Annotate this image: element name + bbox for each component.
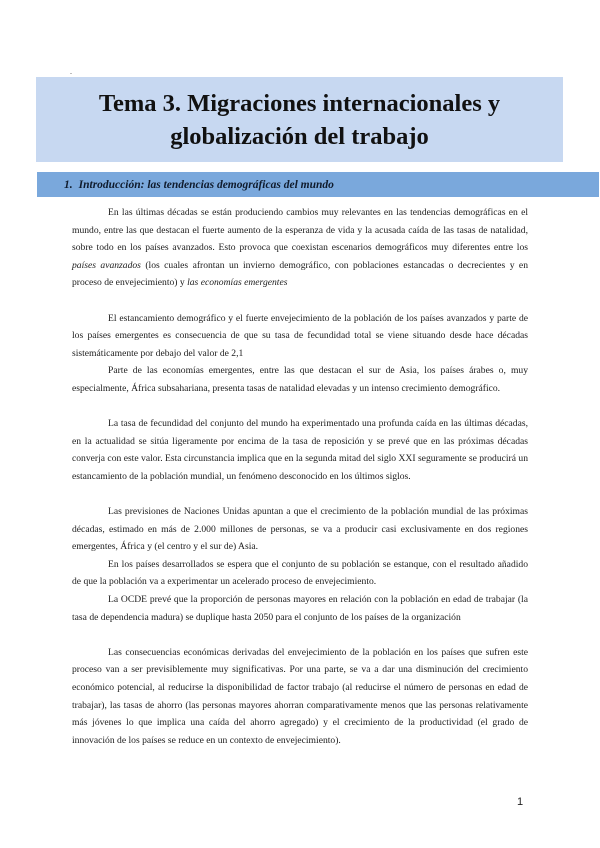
paragraph-2: El estancamiento demográfico y el fuerte envejecimiento de la población de los países avanzados y parte de los países emergentes es consecuencia de que su tasa de fecundidad total se viene situando desde hace décadas sistemáticamente por debajo del valor de 2,1 (72, 312, 528, 359)
section-heading (64, 179, 334, 191)
paragraph-8: Las consecuencias económicas derivadas del envejecimiento de la población en los países que sufren este proceso van a ser previsiblemente muy significativas. Por una parte, se va a dar una disminución del crecimiento económico potencial, al reducirse la disponibilidad de factor trabajo (al reducirse el número de personas en edad de trabajar), las tasas de ahorro (las personas mayores ahorran comparativamente menos que las personas relativamente más jóvenes lo que implica una caída del ahorro agregado) y el crecimiento de la productividad (el grado de innovación de los países se reduce en un contexto de envejecimiento). (72, 646, 528, 746)
paragraph-1-emphasis-2: las economías emergentes (187, 277, 288, 289)
section-number: 1. (64, 178, 73, 191)
section-title: Introducción: las tendencias demográficas del mundo (78, 178, 334, 191)
page-title-line-1: Tema 3. Migraciones internacionales y (98, 89, 501, 117)
page-title-line-2: globalización del trabajo (170, 122, 429, 150)
paragraph-1 (72, 204, 528, 292)
paragraph-1-text-b: (los cuales afrontan un invierno demográfico, con poblaciones estancadas o decrecientes y en proceso de envejecimiento) y (72, 259, 528, 289)
paragraph-3: Parte de las economías emergentes, entre las que destacan el sur de Asia, los países árabes o, muy especialmente, África subsahariana, presenta tasas de natalidad elevadas y un intenso crecimiento demográfico. (72, 365, 528, 394)
section-heading-bar (37, 172, 599, 197)
title-banner (36, 77, 563, 162)
paragraph-5: Las previsiones de Naciones Unidas apuntan a que el crecimiento de la población mundial de las próximas décadas, estimado en más de 2.000 millones de personas, se va a producir casi exclusivamente en dos regiones emergentes, África y (el centro y el sur de) Asia. (72, 506, 528, 553)
paragraph-4: La tasa de fecundidad del conjunto del mundo ha experimentado una profunda caída en las últimas décadas, en la actualidad se sitúa ligeramente por encima de la tasa de reposición y se prevé que en las próximas décadas converja con este valor. Esta circunstancia implica que en la segunda mitad del siglo XXI seguramente se producirá un estancamiento de la población mundial, un fenómeno desconocido en los últimos siglos. (72, 418, 528, 482)
header-mark: . (70, 67, 72, 76)
page-number: 1 (517, 796, 524, 808)
paragraph-1-emphasis-1: países avanzados (72, 259, 141, 271)
paragraph-1-text-a: En las últimas décadas se están produciendo cambios muy relevantes en las tendencias demográficas en el mundo, entre las que destacan el fuerte aumento de la esperanza de vida y la acusada caída de las tasas de natalidad, sobre todo en los países avanzados. Esto provoca que coexistan escenarios demográficos muy diferentes entre los (72, 207, 528, 254)
document-body (72, 204, 528, 749)
paragraph-6: En los países desarrollados se espera que el conjunto de su población se estanque, con el resultado añadido de que la población va a experimentar un acelerado proceso de envejecimiento. (72, 558, 528, 588)
paragraph-7: La OCDE prevé que la proporción de personas mayores en relación con la población en edad de trabajar (la tasa de dependencia madura) se duplique hasta 2050 para el conjunto de los países de la organización (72, 594, 528, 623)
